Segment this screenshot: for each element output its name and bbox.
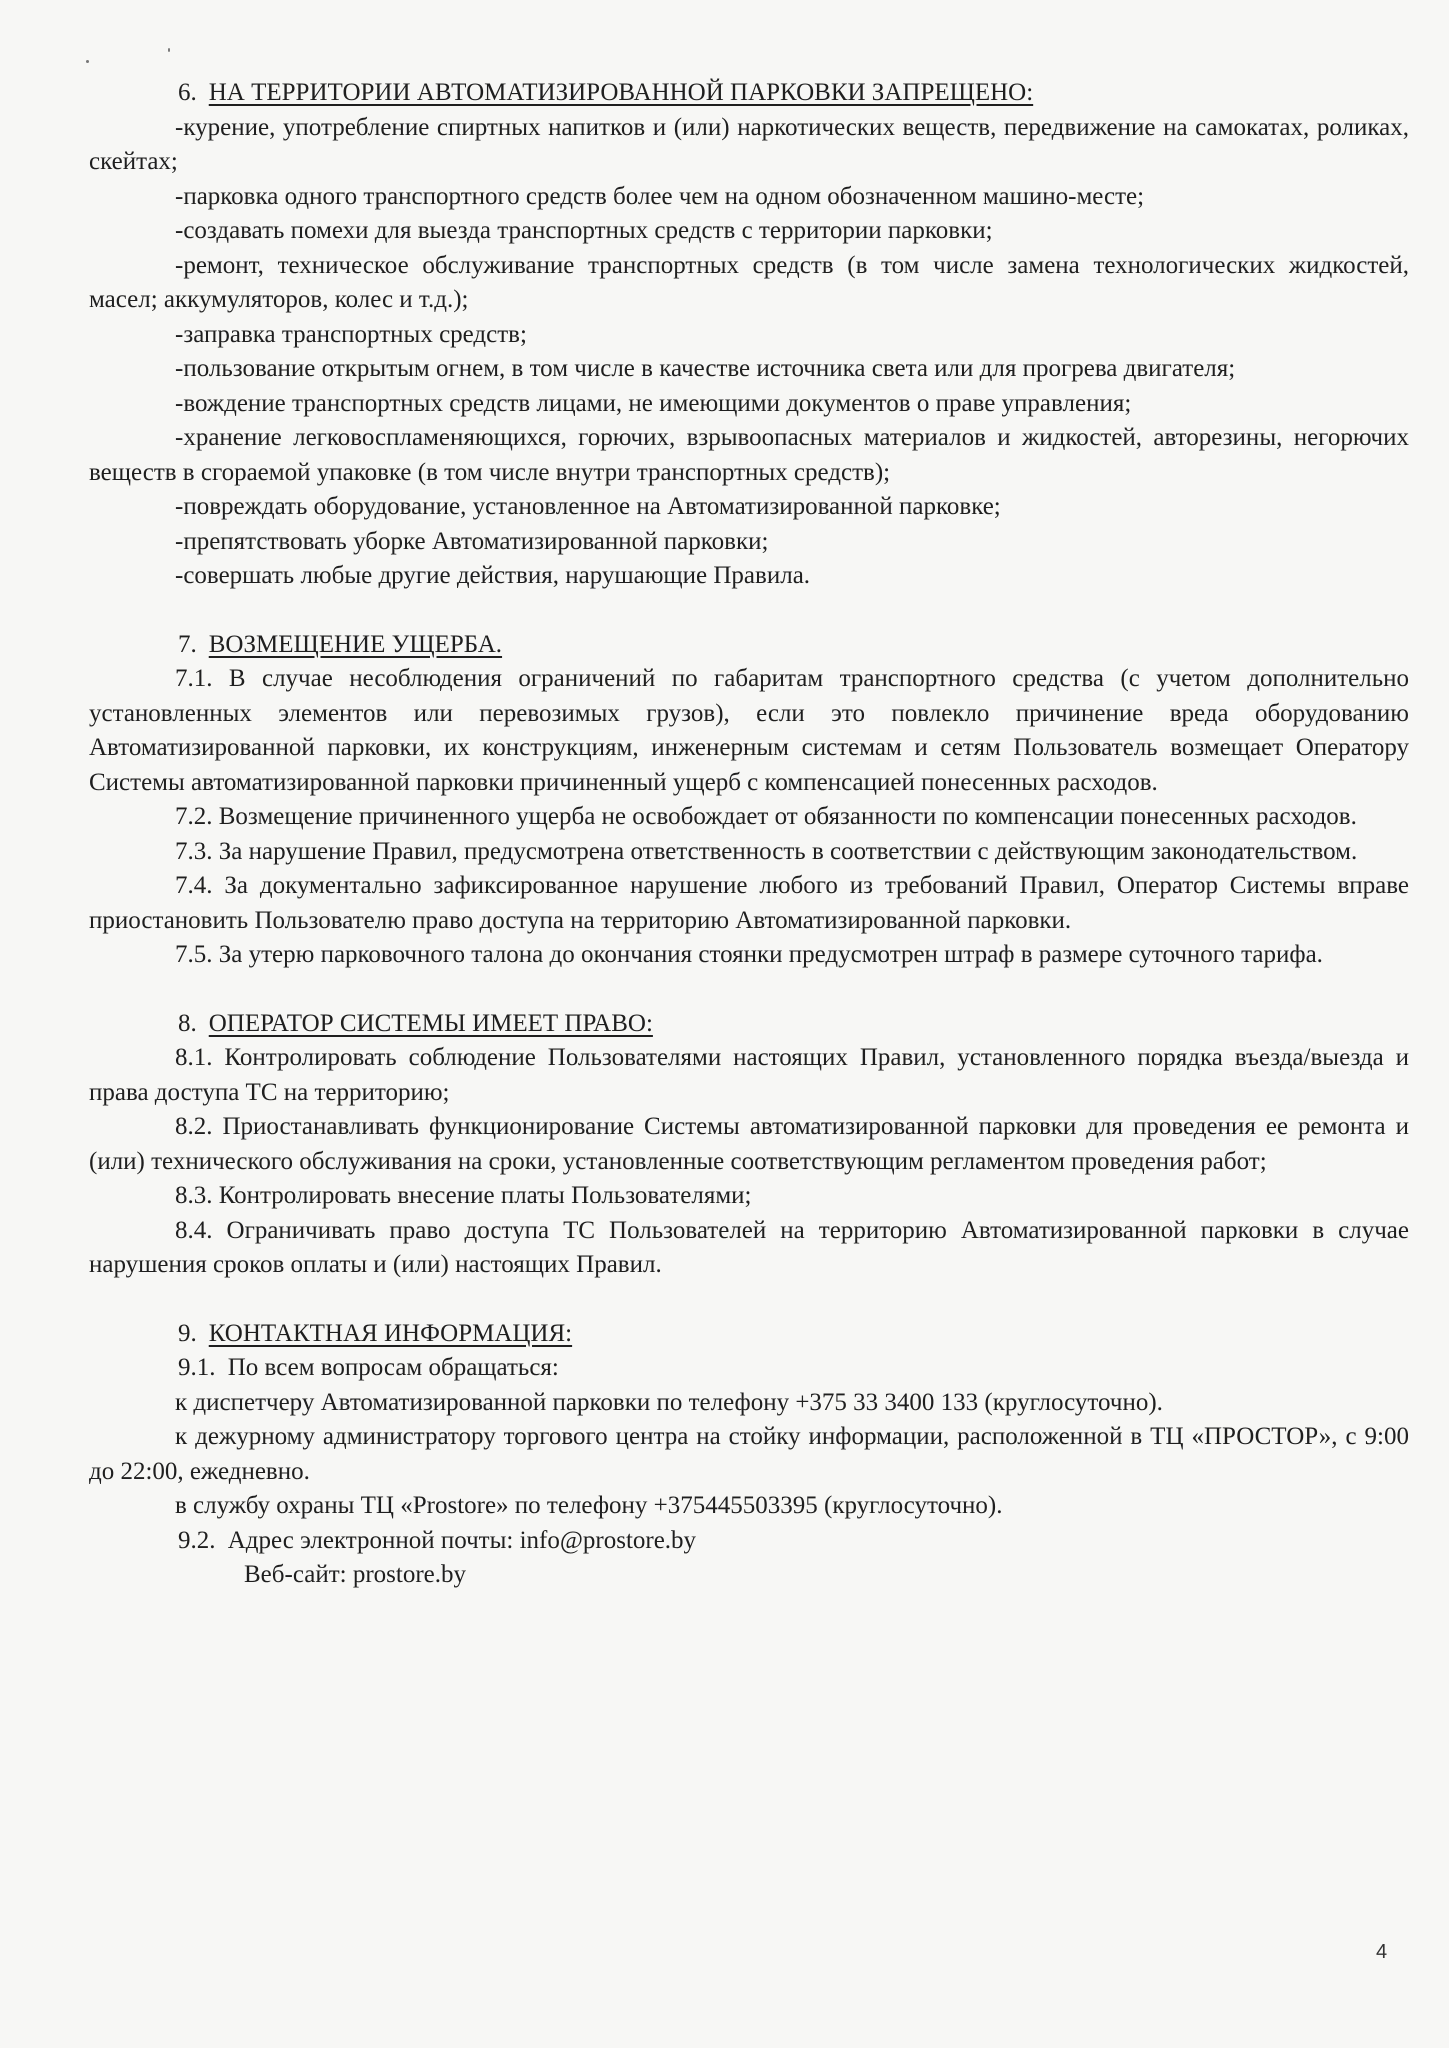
prohibition-item: -хранение легковоспламеняющихся, горючих, взрывоопасных материалов и жидкостей, авторезины, негорючих веществ в сгораемой упаковке (в том числе внутри транспортных средств);	[89, 424, 1409, 486]
contact-admin: к дежурному администратору торгового центра на стойку информации, расположенной в ТЦ «ПРОСТОР», с 9:00 до 22:00, ежедневно.	[89, 1423, 1409, 1485]
section-title: ОПЕРАТОР СИСТЕМЫ ИМЕЕТ ПРАВО:	[208, 1009, 653, 1037]
clause-7-5: 7.5. За утерю парковочного талона до окончания стоянки предусмотрен штраф в размере суточного тарифа.	[175, 941, 1323, 968]
clause-8-1: 8.1. Контролировать соблюдение Пользователями настоящих Правил, установленного порядка въезда/выезда и права доступа ТС на территорию;	[89, 1044, 1409, 1106]
clause-number: 9.2.	[178, 1526, 216, 1554]
prohibition-item: -препятствовать уборке Автоматизированной парковки;	[175, 527, 769, 555]
prohibition-item: -заправка транспортных средств;	[175, 320, 527, 348]
scan-speck	[168, 48, 170, 52]
prohibition-item: -пользование открытым огнем, в том числе в качестве источника света или для прогрева двигателя;	[175, 355, 1236, 382]
prohibition-item: -повреждать оборудование, установленное на Автоматизированной парковке;	[175, 493, 1001, 520]
scan-speck	[86, 60, 89, 63]
prohibition-item: -ремонт, техническое обслуживание транспортных средств (в том числе замена технологических жидкостей, масел; аккумуляторов, колес и т.д.);	[89, 251, 1409, 313]
contact-dispatcher: к диспетчеру Автоматизированной парковки по телефону +375 33 3400 133 (круглосуточно).	[175, 1388, 1163, 1416]
prohibition-item: -вождение транспортных средств лицами, не имеющими документов о праве управления;	[175, 389, 1132, 417]
page-number: 4	[1376, 1941, 1388, 1963]
section-number: 8.	[178, 1009, 197, 1037]
clause-9-1	[89, 1351, 1409, 1386]
section-8-heading	[89, 1007, 1409, 1042]
prohibition-item: -создавать помехи для выезда транспортных средств с территории парковки;	[175, 217, 993, 244]
section-title: ВОЗМЕЩЕНИЕ УЩЕРБА.	[208, 630, 503, 658]
section-9-heading	[89, 1317, 1409, 1352]
clause-number: 9.1.	[178, 1354, 216, 1381]
clause-7-2: 7.2. Возмещение причиненного ущерба не освобождает от обязанности по компенсации понесенных расходов.	[175, 803, 1357, 830]
section-number: 6.	[178, 79, 197, 106]
section-title: КОНТАКТНАЯ ИНФОРМАЦИЯ:	[208, 1319, 573, 1347]
clause-9-2	[89, 1524, 1409, 1559]
clause-text: По всем вопросам обращаться:	[227, 1354, 559, 1381]
clause-8-4: 8.4. Ограничивать право доступа ТС Пользователей на территорию Автоматизированной парковки в случае нарушения сроков оплаты и (или) настоящих Правил.	[89, 1216, 1409, 1278]
contact-email: Адрес электронной почты: info@prostore.by	[227, 1526, 697, 1554]
contact-security: в службу охраны ТЦ «Prostore» по телефону +375445503395 (круглосуточно).	[175, 1492, 1003, 1519]
section-6-heading	[89, 76, 1409, 111]
section-7-heading	[89, 628, 1409, 663]
clause-7-1: 7.1. В случае несоблюдения ограничений по габаритам транспортного средства (с учетом дополнительно установленных элементов или перевозимых грузов), если это повлекло причинение вреда оборудованию Автоматизированной парковки, их конструкциям, инженерным системам и сетям Пользователь возмещает Оператору Системы автоматизированной парковки причиненный ущерб с компенсацией понесенных расходов.	[89, 665, 1409, 796]
clause-8-2: 8.2. Приостанавливать функционирование Системы автоматизированной парковки для проведения ее ремонта и (или) технического обслуживания на сроки, установленные соответствующим регламентом проведения работ;	[89, 1113, 1409, 1175]
prohibition-item: -парковка одного транспортного средств более чем на одном обозначенном машино-месте;	[175, 182, 1145, 210]
clause-7-4: 7.4. За документально зафиксированное нарушение любого из требований Правил, Оператор Системы вправе приостановить Пользователю право доступа на территорию Автоматизированной парковки.	[89, 872, 1409, 934]
prohibition-item: -курение, употребление спиртных напитков и (или) наркотических веществ, передвижение на самокатах, роликах, скейтах;	[89, 113, 1409, 175]
contact-website: Веб-сайт: prostore.by	[244, 1561, 466, 1588]
section-title: НА ТЕРРИТОРИИ АВТОМАТИЗИРОВАННОЙ ПАРКОВКИ ЗАПРЕЩЕНО:	[208, 79, 1034, 106]
clause-7-3: 7.3. За нарушение Правил, предусмотрена ответственность в соответствии с действующим законодательством.	[175, 837, 1358, 865]
prohibition-item: -совершать любые другие действия, нарушающие Правила.	[175, 562, 811, 589]
clause-8-3: 8.3. Контролировать внесение платы Пользователями;	[175, 1182, 752, 1209]
document-body	[89, 76, 1409, 1593]
section-number: 7.	[178, 630, 197, 658]
section-number: 9.	[178, 1319, 197, 1347]
